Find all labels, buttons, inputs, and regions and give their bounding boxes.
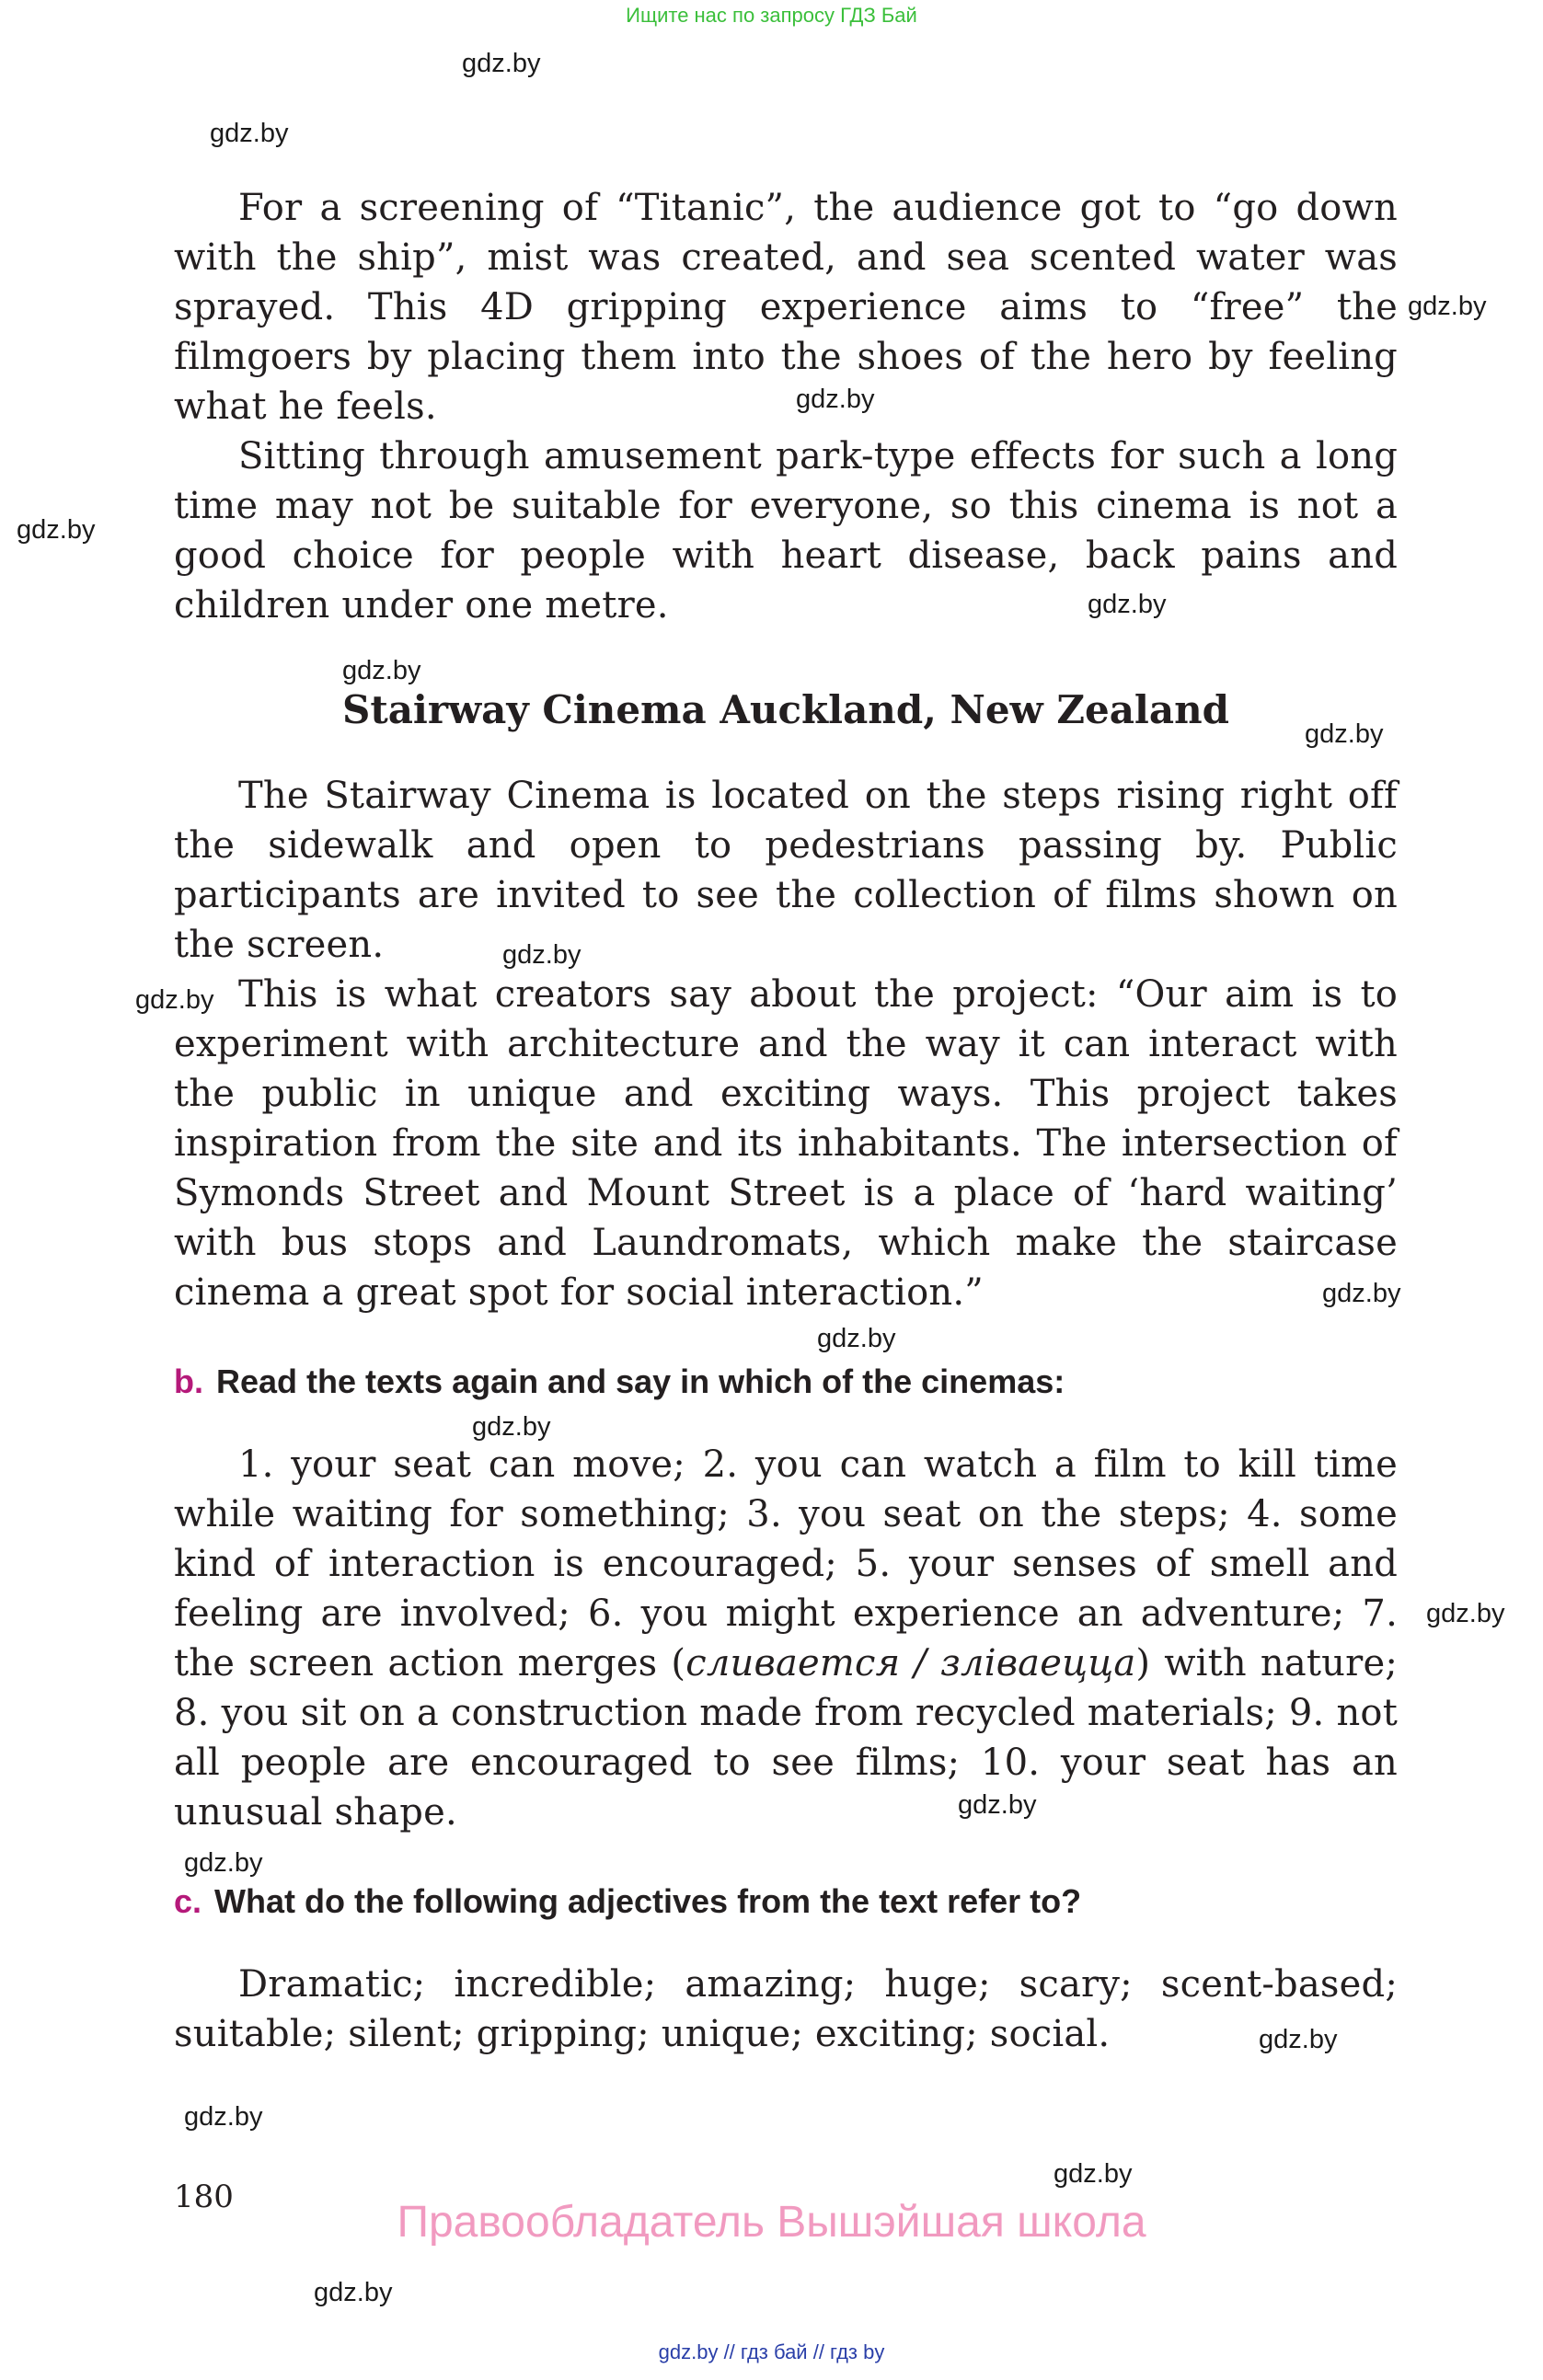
task-b-body [174,1440,1398,1837]
task-letter: b. [174,1362,203,1400]
task-b-translation: сливается / зліваецца [685,1642,1136,1684]
watermark: gdz.by [210,119,289,148]
watermark: gdz.by [184,2102,263,2132]
paragraph: The Stairway Cinema is located on the steps rising right off the sidewalk and open to pedestrians passing by. Public participants are invited to see the collection of films shown on the screen. [174,775,1398,966]
paragraph: For a screening of “Titanic”, the audience got to “go down with the ship”, mist was created, and sea scented water was sprayed. This 4D gripping experience aims to “free” the filmgoers by placing them into the shoes of the hero by feeling what he feels. [174,187,1398,428]
page-number: 180 [174,2179,234,2215]
watermark: gdz.by [502,940,582,970]
paragraph: Sitting through amusement park-type effects for such a long time may not be suitable for everyone, so this cinema is not a good choice for people with heart disease, back pains and children under one metre. [174,435,1398,627]
watermark: gdz.by [1322,1279,1401,1308]
task-instruction: What do the following adjectives from the text refer to? [214,1882,1082,1920]
task-c-instruction [174,1881,1081,1922]
watermark: gdz.by [135,985,214,1015]
paragraph [174,1440,1398,1837]
watermark: gdz.by [796,385,875,414]
cinema-4d-text [174,183,1398,630]
watermark: gdz.by [817,1324,896,1353]
watermark: gdz.by [314,2278,393,2307]
task-b-text-start: 1. your seat can move; 2. you can watch a film to kill time while waiting for something; 3. you seat on the steps; 4. some kind of interaction is encouraged; 5. your senses of smell and feeling are involved; 6. you might experience an adventure; 7. the screen action merges ( [174,1443,1398,1684]
watermark: gdz.by [1408,292,1487,321]
watermark: gdz.by [17,515,96,545]
task-letter: c. [174,1882,202,1920]
watermark: gdz.by [472,1412,551,1442]
watermark: gdz.by [1426,1599,1505,1628]
watermark: gdz.by [462,49,541,78]
task-instruction: Read the texts again and say in which of the cinemas: [216,1362,1065,1400]
watermark: gdz.by [342,656,421,685]
watermark: gdz.by [1088,590,1167,619]
watermark: gdz.by [1259,2025,1338,2054]
top-banner[interactable]: Ищите нас по запросу ГДЗ Бай [626,4,917,27]
task-c-body [174,1960,1398,2059]
copyright-notice: Правообладатель Вышэйшая школа [397,2198,1146,2247]
section-heading: Stairway Cinema Auckland, New Zealand [341,687,1229,732]
task-b-instruction [174,1362,1065,1402]
paragraph: This is what creators say about the project: “Our aim is to experiment with architecture and the way it can interact with the public in unique and exciting ways. This project takes inspiration from the site and its inhabitants. The intersection of Symonds Street and Mount Street is a place of ‘hard waiting’ with bus stops and Laundromats, which make the staircase cinema a great spot for social interaction.” [174,973,1398,1314]
watermark: gdz.by [1054,2159,1133,2189]
watermark: gdz.by [1305,719,1384,749]
stairway-cinema-text [174,771,1401,1317]
task-b-text-end: ) with nature; 8. you sit on a construction made from recycled materials; 9. not all people are encouraged to see films; 10. your seat has an unusual shape. [174,1642,1399,1834]
watermark: gdz.by [184,1848,263,1878]
footer-links[interactable]: gdz.by // гдз бай // гдз by [658,2340,885,2363]
paragraph: Dramatic; incredible; amazing; huge; scary; scent-based; suitable; silent; gripping; unique; exciting; social. [174,1963,1398,2055]
watermark: gdz.by [958,1790,1037,1820]
